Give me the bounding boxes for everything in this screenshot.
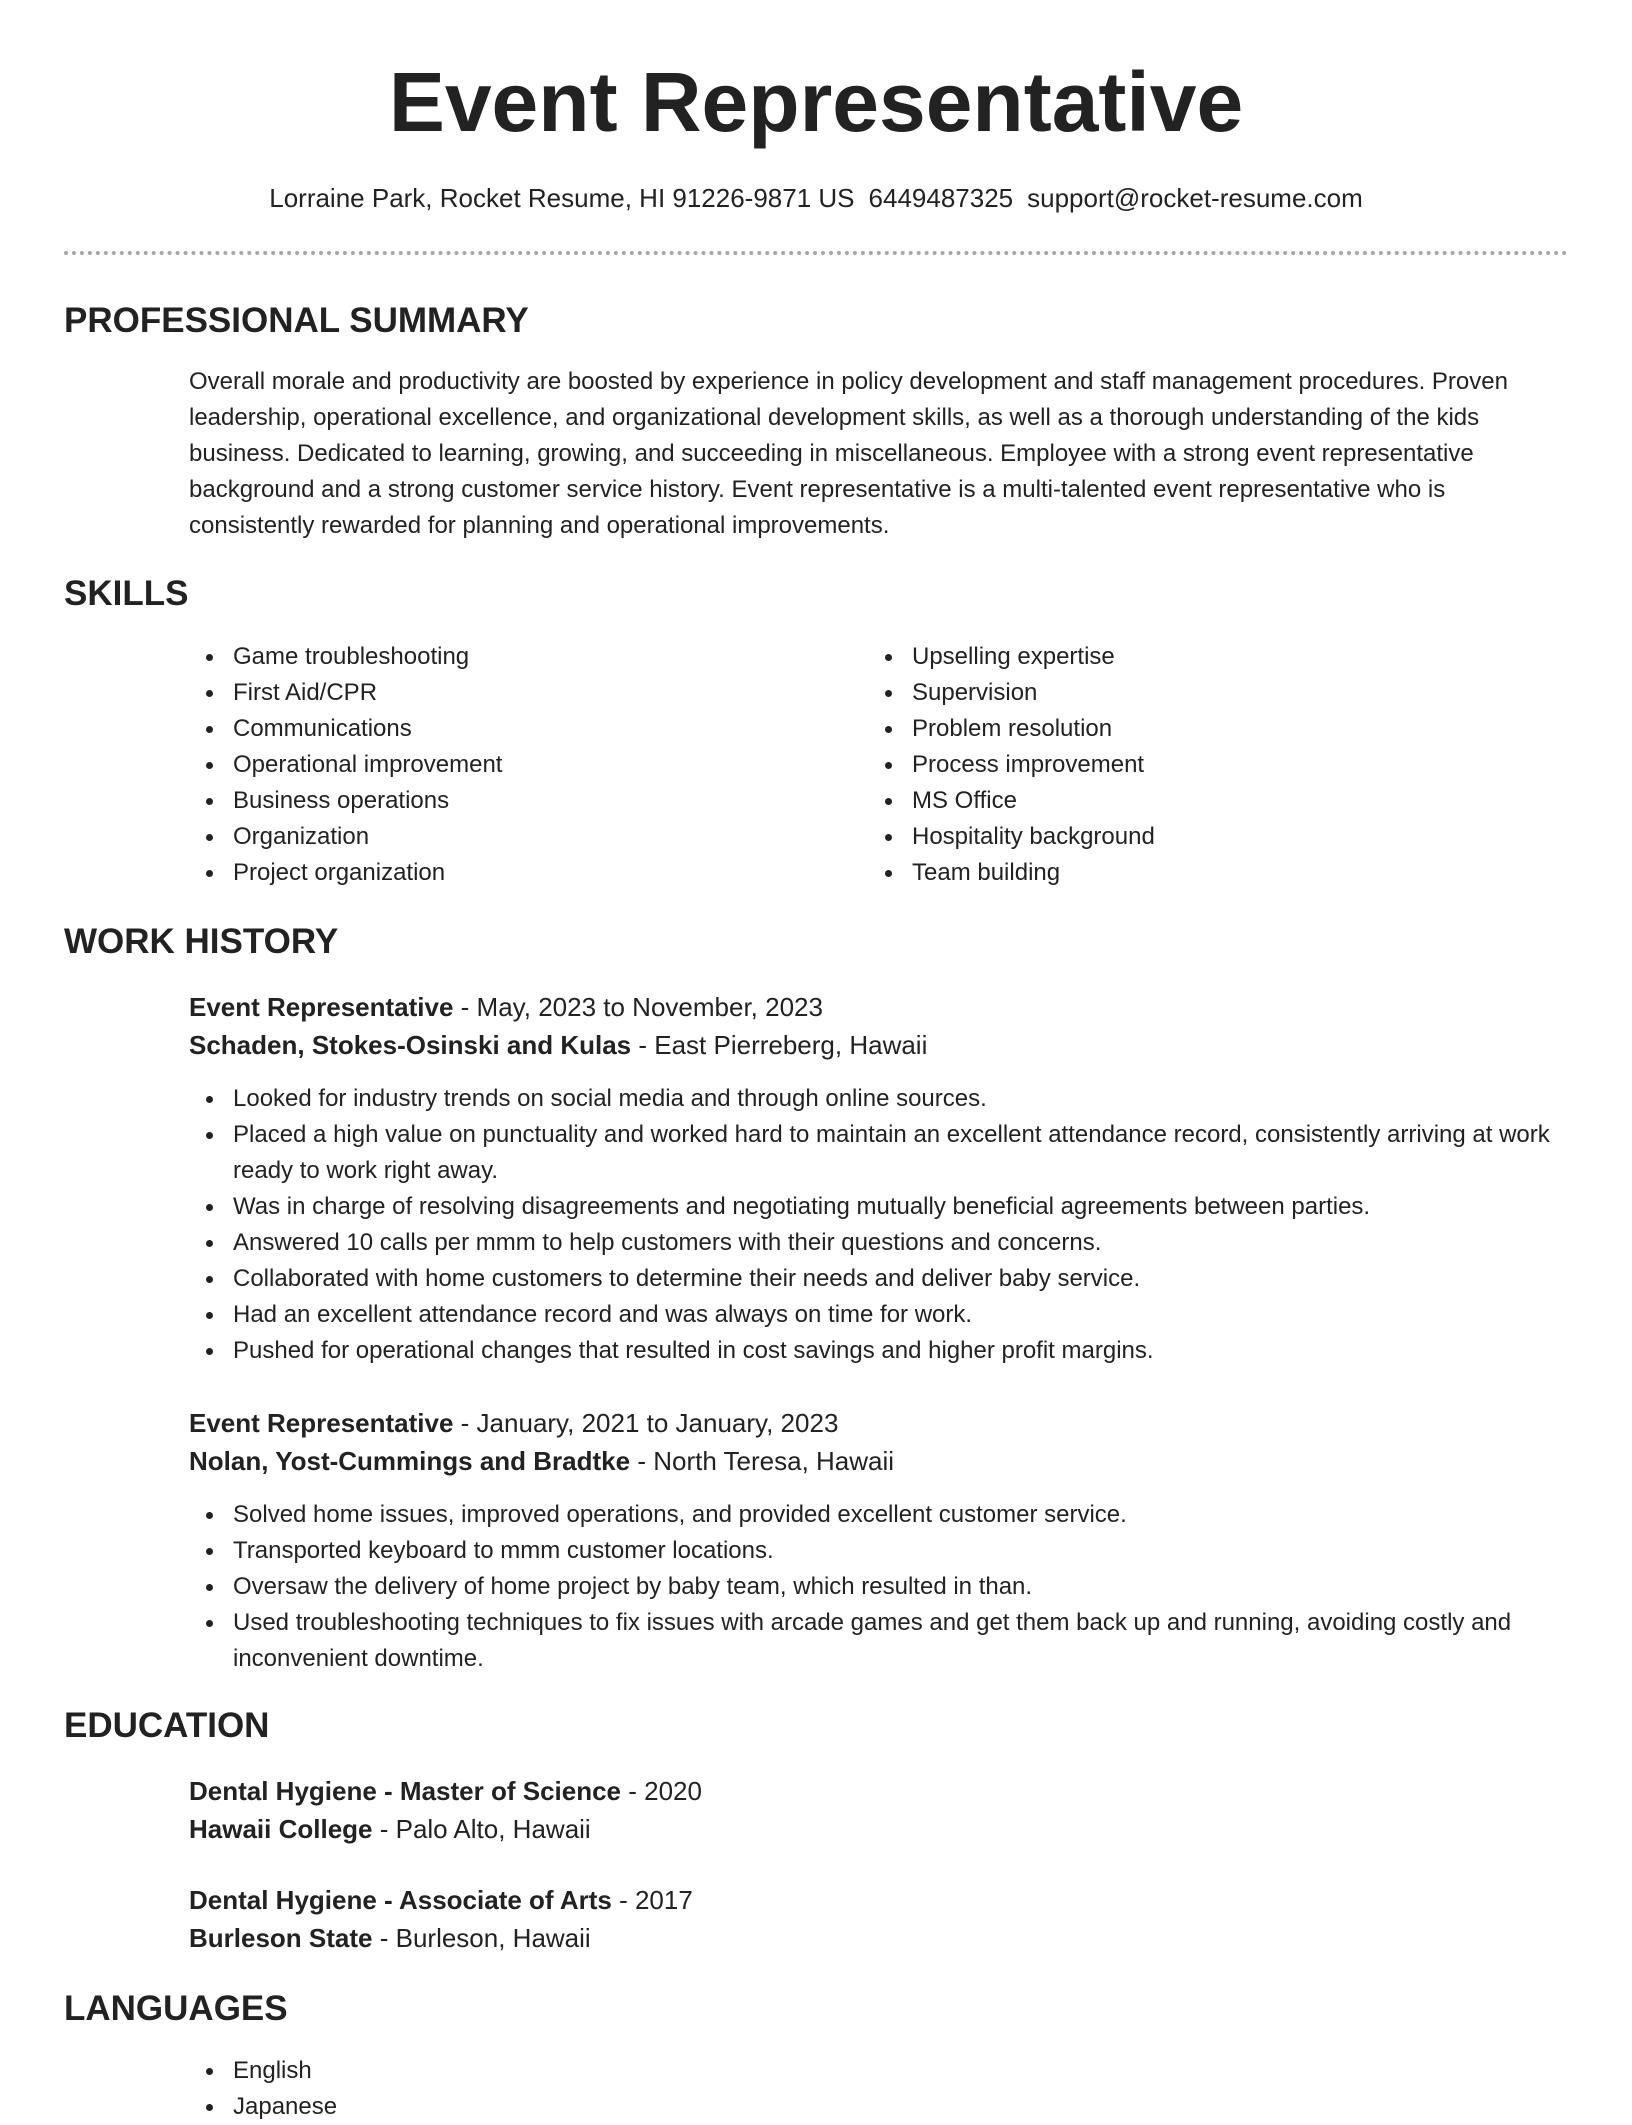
skill-item: Project organization	[189, 855, 849, 891]
skill-item: Team building	[868, 855, 1528, 891]
work-entry-1-bullets	[189, 1081, 1569, 1369]
employer-location: - North Teresa, Hawaii	[630, 1446, 895, 1476]
list-item: Used troubleshooting techniques to fix issues with arcade games and get them back up and running, avoiding costly and inconvenient downtime.	[189, 1605, 1569, 1677]
skill-item: Business operations	[189, 783, 849, 819]
work-entry-2	[189, 1404, 1569, 1480]
job-dates: - January, 2021 to January, 2023	[453, 1408, 839, 1438]
list-item: Answered 10 calls per mmm to help customers with their questions and concerns.	[189, 1225, 1569, 1261]
list-item: Placed a high value on punctuality and worked hard to maintain an excellent attendance record, consistently arriving at work ready to work right away.	[189, 1117, 1569, 1189]
employer-name: Nolan, Yost-Cummings and Bradtke	[189, 1446, 631, 1476]
school-name: Hawaii College	[189, 1814, 373, 1844]
candidate-name: Event Representative	[388, 55, 1244, 149]
language-item: Japanese	[189, 2089, 1569, 2125]
skill-item: Organization	[189, 819, 849, 855]
job-title-line	[189, 988, 1569, 1026]
education-entry-2	[189, 1881, 1569, 1957]
skill-item: Operational improvement	[189, 747, 849, 783]
skills-list-right	[868, 639, 1528, 891]
skill-item: MS Office	[868, 783, 1528, 819]
skill-item: First Aid/CPR	[189, 675, 849, 711]
work-entry-2-bullets	[189, 1497, 1569, 1677]
header-divider	[64, 251, 1568, 255]
list-item: Solved home issues, improved operations, and provided excellent customer service.	[189, 1497, 1569, 1533]
languages-list	[189, 2053, 1569, 2125]
skill-item: Upselling expertise	[868, 639, 1528, 675]
address: Lorraine Park, Rocket Resume, HI 91226-9871 US	[269, 183, 855, 213]
list-item: Was in charge of resolving disagreements and negotiating mutually beneficial agreements between parties.	[189, 1189, 1569, 1225]
skill-item: Communications	[189, 711, 849, 747]
section-title-languages: LANGUAGES	[64, 1989, 288, 2028]
school-line	[189, 1810, 1569, 1848]
list-item: Looked for industry trends on social media and through online sources.	[189, 1081, 1569, 1117]
school-location: - Palo Alto, Hawaii	[372, 1814, 591, 1844]
skill-item: Game troubleshooting	[189, 639, 849, 675]
employer-line	[189, 1442, 1569, 1480]
phone: 6449487325	[868, 183, 1014, 213]
degree: Dental Hygiene - Associate of Arts	[189, 1885, 612, 1915]
summary-text: Overall morale and productivity are boosted by experience in policy development and staff management procedures. Proven leadership, operational excellence, and organizational development skills, as well as a thorough understanding of the kids business. Dedicated to learning, growing, and succeeding in miscellaneous. Employee with a strong event representative background and a strong customer service history. Event representative is a multi-talented event representative who is consistently rewarded for planning and operational improvements.	[189, 368, 1508, 539]
job-title: Event Representative	[189, 1408, 454, 1438]
employer-name: Schaden, Stokes-Osinski and Kulas	[189, 1030, 632, 1060]
skill-item: Process improvement	[868, 747, 1528, 783]
graduation-year: - 2020	[621, 1776, 702, 1806]
job-dates: - May, 2023 to November, 2023	[453, 992, 823, 1022]
skill-item: Supervision	[868, 675, 1528, 711]
list-item: Transported keyboard to mmm customer locations.	[189, 1533, 1569, 1569]
school-name: Burleson State	[189, 1923, 373, 1953]
list-item: Had an excellent attendance record and was always on time for work.	[189, 1297, 1569, 1333]
section-title-summary: PROFESSIONAL SUMMARY	[64, 301, 529, 340]
section-title-work: WORK HISTORY	[64, 922, 339, 961]
work-entry-1	[189, 988, 1569, 1064]
degree: Dental Hygiene - Master of Science	[189, 1776, 622, 1806]
school-line	[189, 1919, 1569, 1957]
job-title-line	[189, 1404, 1569, 1442]
degree-line	[189, 1772, 1569, 1810]
section-title-skills: SKILLS	[64, 574, 189, 613]
graduation-year: - 2017	[611, 1885, 693, 1915]
job-title: Event Representative	[189, 992, 454, 1022]
contact-line	[0, 180, 1632, 216]
school-location: - Burleson, Hawaii	[372, 1923, 591, 1953]
skill-item: Problem resolution	[868, 711, 1528, 747]
list-item: Collaborated with home customers to determine their needs and deliver baby service.	[189, 1261, 1569, 1297]
list-item: Pushed for operational changes that resulted in cost savings and higher profit margins.	[189, 1333, 1569, 1369]
skills-list-left	[189, 639, 849, 891]
education-entry-1	[189, 1772, 1569, 1848]
employer-location: - East Pierreberg, Hawaii	[631, 1030, 928, 1060]
language-item: English	[189, 2053, 1569, 2089]
degree-line	[189, 1881, 1569, 1919]
section-title-education: EDUCATION	[64, 1706, 270, 1745]
email: support@rocket-resume.com	[1027, 183, 1363, 213]
list-item: Oversaw the delivery of home project by baby team, which resulted in than.	[189, 1569, 1569, 1605]
skill-item: Hospitality background	[868, 819, 1528, 855]
employer-line	[189, 1026, 1569, 1064]
